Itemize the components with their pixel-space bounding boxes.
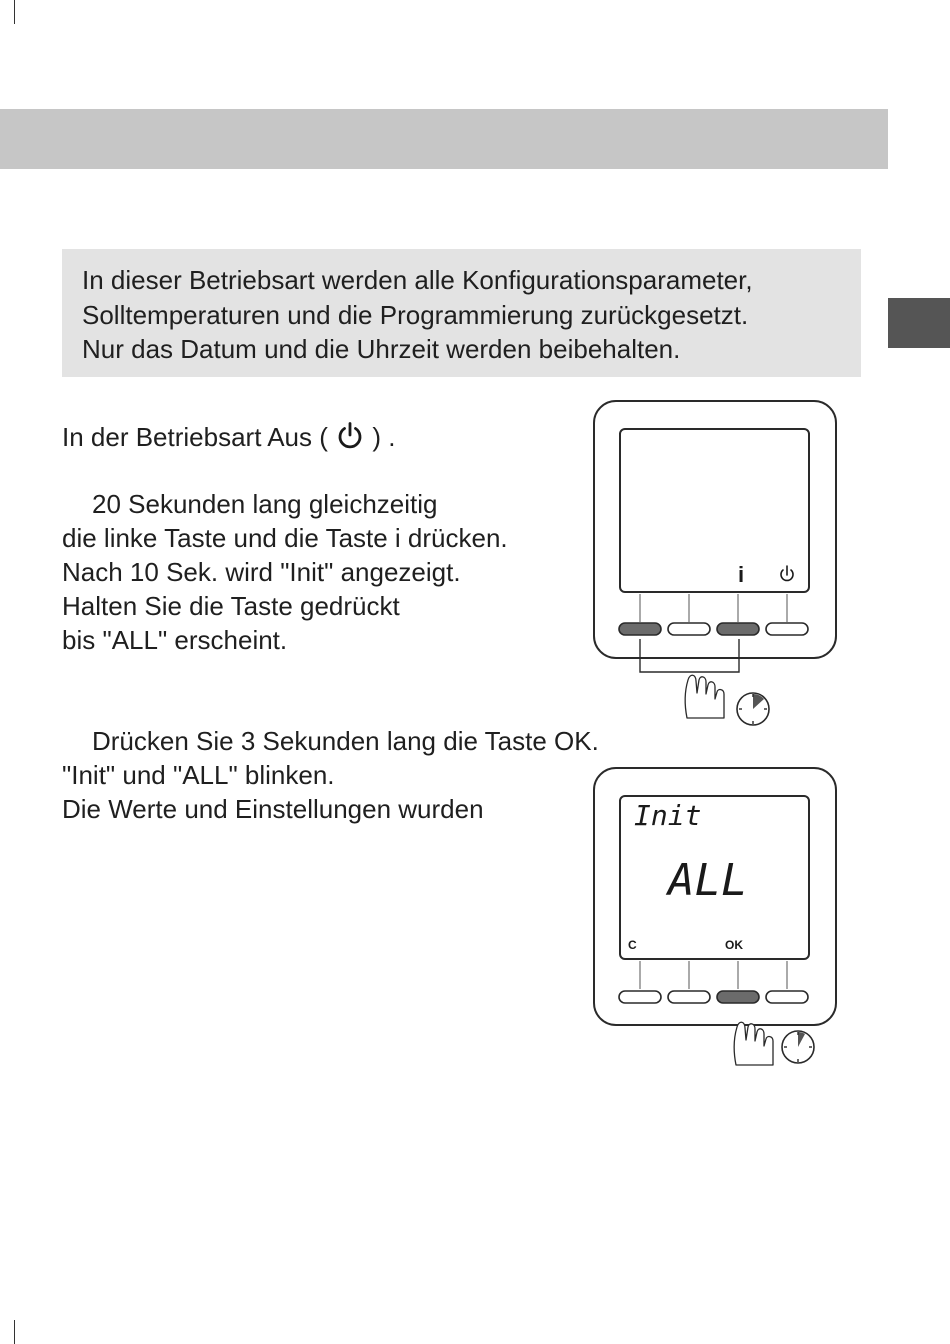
header-band <box>0 109 888 169</box>
display-c-label: C <box>628 938 637 952</box>
button-4 <box>766 991 808 1003</box>
hand-icon <box>685 675 724 718</box>
hand-icon <box>734 1022 773 1065</box>
crop-mark <box>14 0 15 24</box>
step-2-line: 20 Sekunden lang gleichzeitig <box>92 489 438 519</box>
step-2-line: Halten Sie die Taste gedrückt <box>62 591 400 621</box>
thermostat-illustration-1 <box>584 398 844 730</box>
note-line: Nur das Datum und die Uhrzeit werden beibehalten. <box>82 334 681 364</box>
display-ok-label: OK <box>725 938 743 952</box>
step-2-line: bis "ALL" erscheint. <box>62 625 288 655</box>
power-icon <box>335 421 365 451</box>
lcd-display <box>620 429 809 592</box>
step-2-text <box>62 487 508 657</box>
step-3-line: "Init" und "ALL" blinken. <box>62 760 335 790</box>
timer-icon <box>782 1031 814 1063</box>
button-left-pressed <box>619 623 661 635</box>
step-1-suffix: ) . <box>372 422 396 452</box>
button-info-pressed <box>717 623 759 635</box>
display-init-text: Init <box>634 799 702 832</box>
crop-mark <box>14 1320 15 1344</box>
step-3-text <box>62 724 599 826</box>
info-note <box>62 249 861 377</box>
info-label: i <box>737 562 745 587</box>
button-ok-pressed <box>717 991 759 1003</box>
chapter-tab <box>888 298 950 348</box>
step-1-prefix: In der Betriebsart Aus ( <box>62 422 328 452</box>
step-1-text <box>62 420 395 454</box>
step-2-line: Nach 10 Sek. wird "Init" angezeigt. <box>62 557 461 587</box>
display-all-text: ALL <box>668 855 748 906</box>
step-3-line: Die Werte und Einstellungen wurden <box>62 794 484 824</box>
button-4 <box>766 623 808 635</box>
step-3-line: Drücken Sie 3 Sekunden lang die Taste OK. <box>92 726 599 756</box>
note-line: Solltemperaturen und die Programmierung zurückgesetzt. <box>82 299 749 330</box>
step-2-line: die linke Taste und die Taste i drücken. <box>62 523 508 553</box>
note-line: In dieser Betriebsart werden alle Konfigurationsparameter, <box>82 265 753 295</box>
button-2 <box>668 991 710 1003</box>
button-2 <box>668 623 710 635</box>
thermostat-illustration-2 <box>584 765 844 1070</box>
button-1 <box>619 991 661 1003</box>
timer-icon <box>737 693 769 725</box>
